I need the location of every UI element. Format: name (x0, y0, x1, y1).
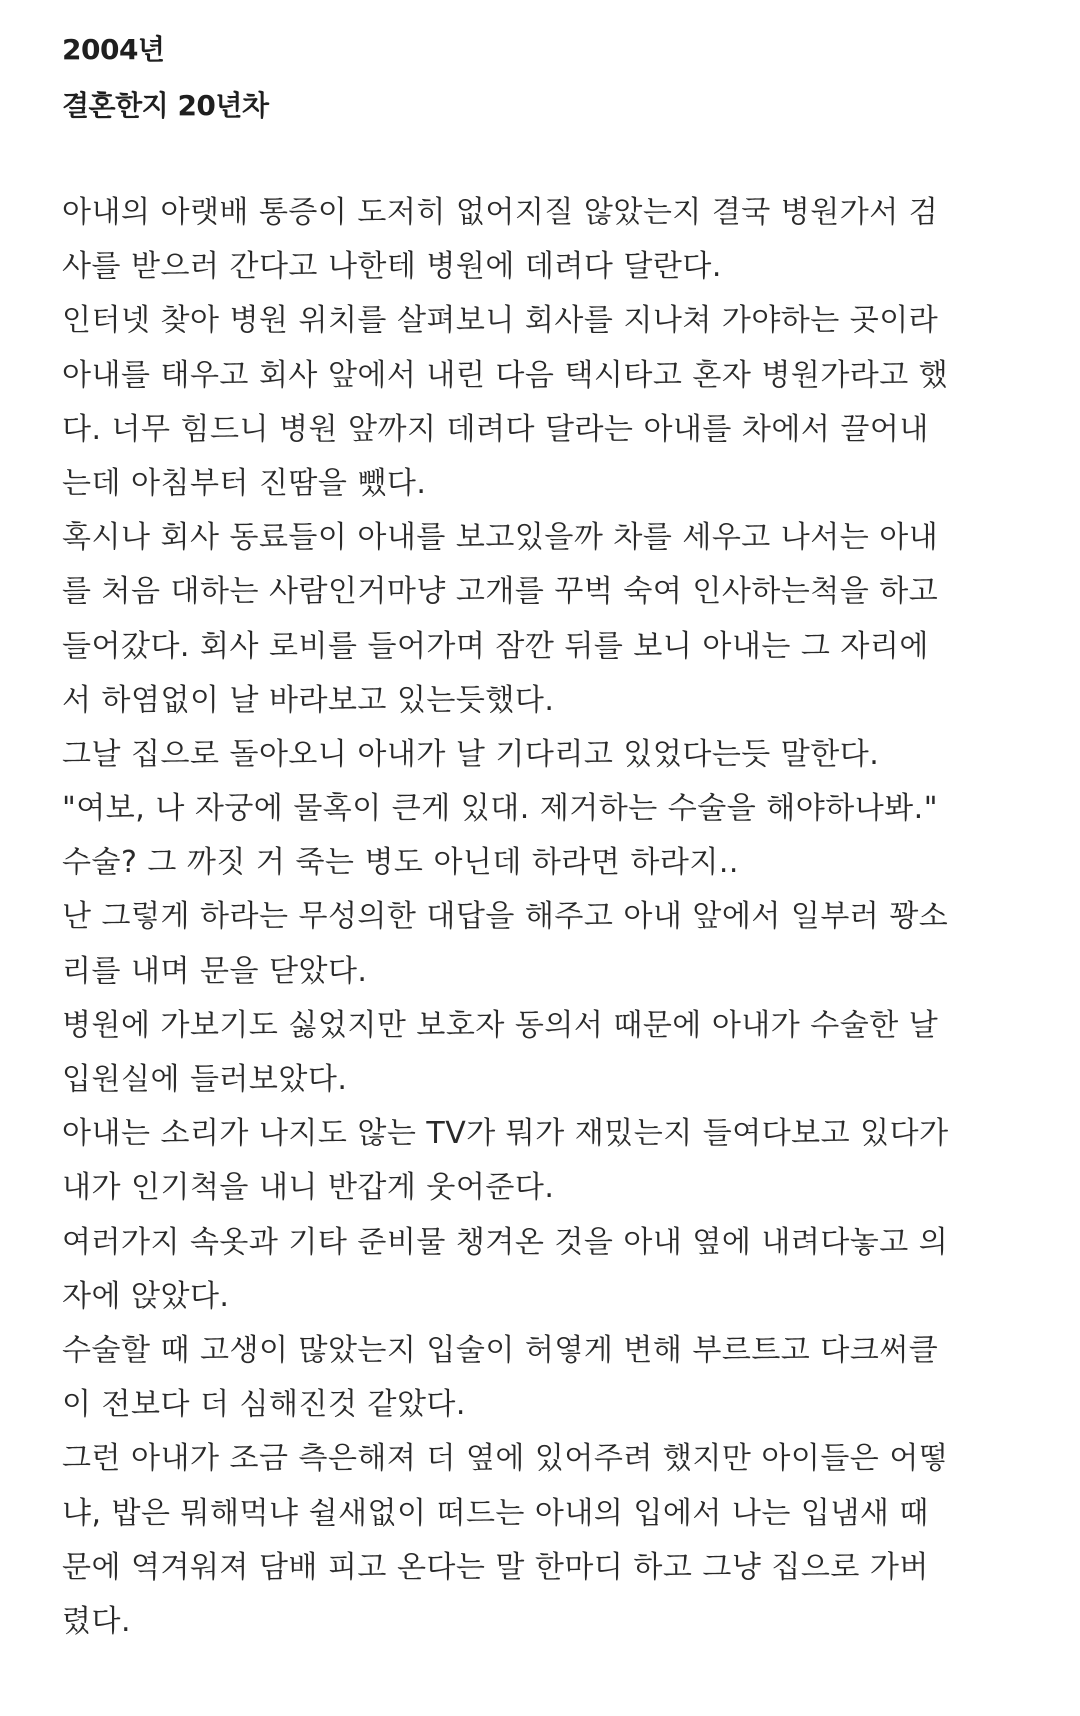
text-line: 여러가지 속옷과 기타 준비물 챙겨온 것을 아내 옆에 내려다놓고 의 (62, 1224, 949, 1260)
text-line: 아내의 아랫배 통증이 도저히 없어지질 않았는지 결국 병원가서 검 (62, 195, 939, 230)
text-line: 다. 너무 힘드니 병원 앞까지 데려다 달라는 아내를 차에서 끌어내 (62, 411, 929, 447)
text-line: 내가 인기척을 내니 반갑게 웃어준다. (62, 1170, 555, 1206)
text-line: 문에 역겨워져 담배 피고 온다는 말 한마디 하고 그냥 집으로 가버 (62, 1549, 929, 1585)
text-line: 냐, 밥은 뭐해먹냐 쉴새없이 떠드는 아내의 입에서 나는 입냄새 때 (62, 1495, 929, 1531)
text-line: 렸다. (62, 1603, 131, 1639)
text-line: 인터넷 찾아 병원 위치를 살펴보니 회사를 지나쳐 가야하는 곳이라 (62, 303, 939, 339)
text-line: 아내를 태우고 회사 앞에서 내린 다음 택시타고 혼자 병원가라고 했 (62, 357, 949, 393)
text-line: 사를 받으러 간다고 나한테 병원에 데려다 달란다. (62, 249, 722, 285)
text-line: 이 전보다 더 심해진것 같았다. (62, 1387, 466, 1423)
text-line: 그런 아내가 조금 측은해져 더 옆에 있어주려 했지만 아이들은 어떻 (62, 1441, 949, 1477)
text-line: 병원에 가보기도 싫었지만 보호자 동의서 때문에 아내가 수술한 날 (62, 1007, 939, 1043)
text-line: 리를 내며 문을 닫았다. (62, 953, 368, 989)
text-line: 난 그렇게 하라는 무성의한 대답을 해주고 아내 앞에서 일부러 꽝소 (62, 899, 949, 935)
text-line: 입원실에 들러보았다. (62, 1062, 348, 1097)
text-line: 혹시나 회사 동료들이 아내를 보고있을까 차를 세우고 나서는 아내 (62, 520, 939, 556)
text-line: 자에 앉았다. (62, 1278, 230, 1314)
text-line: 들어갔다. 회사 로비를 들어가며 잠깐 뒤를 보니 아내는 그 자리에 (62, 628, 929, 664)
text-line: 그날 집으로 돌아오니 아내가 날 기다리고 있었다는듯 말한다. (62, 736, 880, 772)
text-line: 수술할 때 고생이 많았는지 입술이 허옇게 변해 부르트고 다크써클 (62, 1332, 939, 1368)
story-body (62, 186, 1022, 1649)
text-line: "여보, 나 자궁에 물혹이 큰게 있대. 제거하는 수술을 해야하나봐." (62, 791, 938, 827)
text-line: 아내는 소리가 나지도 않는 TV가 뭐가 재밌는지 들여다보고 있다가 (62, 1116, 949, 1152)
subtitle-heading: 결혼한지 20년차 (62, 89, 269, 122)
text-line: 수술? 그 까짓 거 죽는 병도 아닌데 하라면 하라지.. (62, 845, 739, 881)
text-line: 를 처음 대하는 사람인거마냥 고개를 꾸벅 숙여 인사하는척을 하고 (62, 574, 939, 610)
text-line: 는데 아침부터 진땀을 뺐다. (62, 465, 427, 501)
text-line: 서 하염없이 날 바라보고 있는듯했다. (62, 682, 555, 718)
year-heading: 2004년 (62, 33, 165, 66)
document-header (62, 22, 1022, 134)
